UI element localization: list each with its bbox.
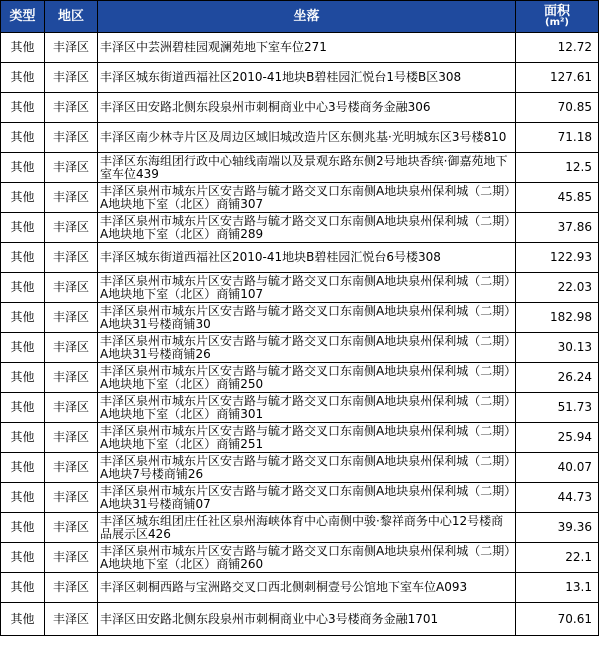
- cell-size: 26.24: [516, 363, 599, 393]
- cell-location: 丰泽区泉州市城东片区安吉路与毓才路交叉口东南侧A地块泉州保利城（二期）A地块地下室（北区）商铺260: [98, 543, 516, 573]
- table-row: [1, 213, 599, 243]
- table-row: [1, 483, 599, 513]
- header-size-label: 面积: [543, 4, 570, 19]
- cell-size: 70.61: [516, 603, 599, 636]
- cell-type: 其他: [1, 183, 45, 213]
- table-row: [1, 63, 599, 93]
- table-row: [1, 453, 599, 483]
- cell-area: 丰泽区: [45, 483, 98, 513]
- cell-size: 182.98: [516, 303, 599, 333]
- table-row: [1, 303, 599, 333]
- cell-area: 丰泽区: [45, 273, 98, 303]
- cell-location: 丰泽区泉州市城东片区安吉路与毓才路交叉口东南侧A地块泉州保利城（二期）A地块7号楼商铺26: [98, 453, 516, 483]
- cell-area: 丰泽区: [45, 423, 98, 453]
- cell-location: 丰泽区泉州市城东片区安吉路与毓才路交叉口东南侧A地块泉州保利城（二期）A地块31号楼商铺07: [98, 483, 516, 513]
- cell-area: 丰泽区: [45, 123, 98, 153]
- cell-size: 127.61: [516, 63, 599, 93]
- cell-type: 其他: [1, 123, 45, 153]
- cell-location: 丰泽区泉州市城东片区安吉路与毓才路交叉口东南侧A地块泉州保利城（二期）A地块地下室（北区）商铺301: [98, 393, 516, 423]
- cell-location: 丰泽区东海组团行政中心轴线南端以及景观东路东侧2号地块香缤·御嘉苑地下室车位439: [98, 153, 516, 183]
- cell-type: 其他: [1, 513, 45, 543]
- cell-size: 45.85: [516, 183, 599, 213]
- cell-location: 丰泽区泉州市城东片区安吉路与毓才路交叉口东南侧A地块泉州保利城（二期）A地块地下室（北区）商铺289: [98, 213, 516, 243]
- cell-type: 其他: [1, 243, 45, 273]
- cell-area: 丰泽区: [45, 333, 98, 363]
- table-row: [1, 153, 599, 183]
- cell-size: 22.1: [516, 543, 599, 573]
- cell-area: 丰泽区: [45, 363, 98, 393]
- cell-type: 其他: [1, 573, 45, 603]
- cell-size: 44.73: [516, 483, 599, 513]
- cell-size: 12.72: [516, 33, 599, 63]
- cell-location: 丰泽区城东街道西福社区2010-41地块B碧桂园汇悦台6号楼308: [98, 243, 516, 273]
- table-row: [1, 363, 599, 393]
- header-location: 坐落: [98, 1, 516, 33]
- table-row: [1, 243, 599, 273]
- cell-type: 其他: [1, 453, 45, 483]
- cell-location: 丰泽区泉州市城东片区安吉路与毓才路交叉口东南侧A地块泉州保利城（二期）A地块31号楼商铺30: [98, 303, 516, 333]
- cell-type: 其他: [1, 333, 45, 363]
- cell-area: 丰泽区: [45, 213, 98, 243]
- cell-size: 70.85: [516, 93, 599, 123]
- cell-type: 其他: [1, 423, 45, 453]
- cell-type: 其他: [1, 33, 45, 63]
- cell-type: 其他: [1, 543, 45, 573]
- cell-location: 丰泽区田安路北侧东段泉州市刺桐商业中心3号楼商务金融306: [98, 93, 516, 123]
- cell-area: 丰泽区: [45, 393, 98, 423]
- cell-type: 其他: [1, 393, 45, 423]
- cell-area: 丰泽区: [45, 243, 98, 273]
- cell-area: 丰泽区: [45, 573, 98, 603]
- header-type: 类型: [1, 1, 45, 33]
- cell-area: 丰泽区: [45, 153, 98, 183]
- table-row: [1, 603, 599, 636]
- table-row: [1, 543, 599, 573]
- cell-size: 13.1: [516, 573, 599, 603]
- cell-size: 40.07: [516, 453, 599, 483]
- cell-size: 30.13: [516, 333, 599, 363]
- cell-type: 其他: [1, 213, 45, 243]
- cell-size: 71.18: [516, 123, 599, 153]
- cell-size: 122.93: [516, 243, 599, 273]
- table-row: [1, 573, 599, 603]
- header-size: [516, 1, 599, 33]
- cell-type: 其他: [1, 363, 45, 393]
- cell-location: 丰泽区泉州市城东片区安吉路与毓才路交叉口东南侧A地块泉州保利城（二期）A地块地下室（北区）商铺307: [98, 183, 516, 213]
- cell-type: 其他: [1, 93, 45, 123]
- cell-location: 丰泽区泉州市城东片区安吉路与毓才路交叉口东南侧A地块泉州保利城（二期）A地块31号楼商铺26: [98, 333, 516, 363]
- cell-area: 丰泽区: [45, 513, 98, 543]
- cell-location: 丰泽区中芸洲碧桂园观澜苑地下室车位271: [98, 33, 516, 63]
- table-row: [1, 333, 599, 363]
- cell-size: 22.03: [516, 273, 599, 303]
- cell-area: 丰泽区: [45, 93, 98, 123]
- table-row: [1, 513, 599, 543]
- table-row: [1, 93, 599, 123]
- cell-type: 其他: [1, 63, 45, 93]
- cell-type: 其他: [1, 303, 45, 333]
- cell-area: 丰泽区: [45, 303, 98, 333]
- cell-area: 丰泽区: [45, 543, 98, 573]
- cell-size: 37.86: [516, 213, 599, 243]
- cell-location: 丰泽区城东街道西福社区2010-41地块B碧桂园汇悦台1号楼B区308: [98, 63, 516, 93]
- cell-area: 丰泽区: [45, 183, 98, 213]
- cell-area: 丰泽区: [45, 33, 98, 63]
- cell-location: 丰泽区城东组团庄任社区泉州海峡体育中心南侧中骏·黎祥商务中心12号楼商品展示区426: [98, 513, 516, 543]
- table-row: [1, 183, 599, 213]
- table-row: [1, 123, 599, 153]
- cell-location: 丰泽区泉州市城东片区安吉路与毓才路交叉口东南侧A地块泉州保利城（二期）A地块地下室（北区）商铺251: [98, 423, 516, 453]
- cell-size: 51.73: [516, 393, 599, 423]
- cell-type: 其他: [1, 153, 45, 183]
- table-row: [1, 273, 599, 303]
- cell-location: 丰泽区田安路北侧东段泉州市刺桐商业中心3号楼商务金融1701: [98, 603, 516, 636]
- cell-type: 其他: [1, 273, 45, 303]
- cell-area: 丰泽区: [45, 453, 98, 483]
- cell-location: 丰泽区泉州市城东片区安吉路与毓才路交叉口东南侧A地块泉州保利城（二期）A地块地下室（北区）商铺250: [98, 363, 516, 393]
- cell-area: 丰泽区: [45, 603, 98, 636]
- header-area: 地区: [45, 1, 98, 33]
- cell-location: 丰泽区泉州市城东片区安吉路与毓才路交叉口东南侧A地块泉州保利城（二期）A地块地下室（北区）商铺107: [98, 273, 516, 303]
- cell-location: 丰泽区刺桐西路与宝洲路交叉口西北侧刺桐壹号公馆地下室车位A093: [98, 573, 516, 603]
- cell-size: 39.36: [516, 513, 599, 543]
- cell-size: 25.94: [516, 423, 599, 453]
- table-row: [1, 33, 599, 63]
- cell-type: 其他: [1, 603, 45, 636]
- cell-size: 12.5: [516, 153, 599, 183]
- header-size-unit: (m²): [545, 17, 569, 28]
- cell-type: 其他: [1, 483, 45, 513]
- header-row: [1, 1, 599, 33]
- cell-location: 丰泽区南少林寺片区及周边区域旧城改造片区东侧兆基·光明城东区3号楼810: [98, 123, 516, 153]
- table-row: [1, 423, 599, 453]
- table-row: [1, 393, 599, 423]
- cell-area: 丰泽区: [45, 63, 98, 93]
